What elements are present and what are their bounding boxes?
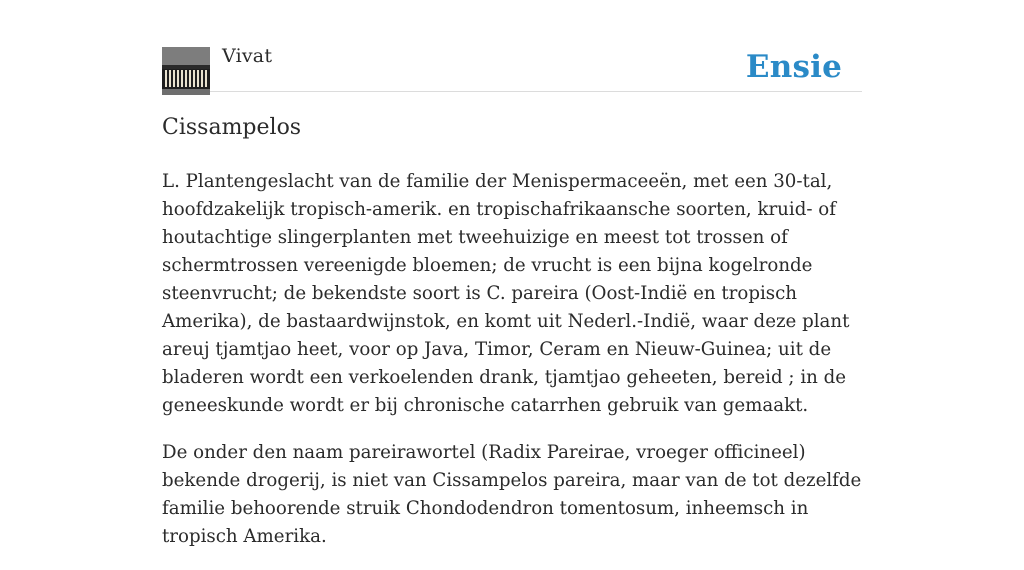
paragraph: De onder den naam pareirawortel (Radix Pareirae, vroeger officineel) bekende drogerij, is niet van Cissampelos pareira, maar van de tot dezelfde familie behoorende struik Chondodendron tomentosum, inheemsch in tropisch Amerika.	[162, 442, 862, 547]
paragraph: L. Plantengeslacht van de familie der Menispermaceeën, met een 30-tal, hoofdzakelijk tropisch-amerik. en tropischafrikaansche soorten, kruid- of houtachtige slingerplanten met tweehuizige en meest tot trossen of schermtrossen vereenigde bloemen; de vrucht is een bijna kogelronde steenvrucht; de bekendste soort is C. pareira (Oost-Indië en tropisch Amerika), de bastaardwijnstok, en komt uit Nederl.-Indië, waar deze plant areuj tjamtjao heet, voor op Java, Timor, Ceram en Nieuw-Guinea; uit de bladeren wordt een verkoelenden drank, tjamtjao geheeten, bereid ; in de geneeskunde wordt er bij chronische catarrhen gebruik van gemaakt.	[162, 171, 850, 416]
header	[162, 45, 862, 92]
brand-logo-link[interactable]: Ensie	[745, 49, 842, 85]
page-title: Cissampelos	[162, 115, 302, 140]
avatar[interactable]	[162, 47, 210, 95]
avatar-image-icon	[162, 47, 210, 95]
article-body	[162, 168, 862, 570]
author-link[interactable]: Vivat	[222, 45, 273, 67]
